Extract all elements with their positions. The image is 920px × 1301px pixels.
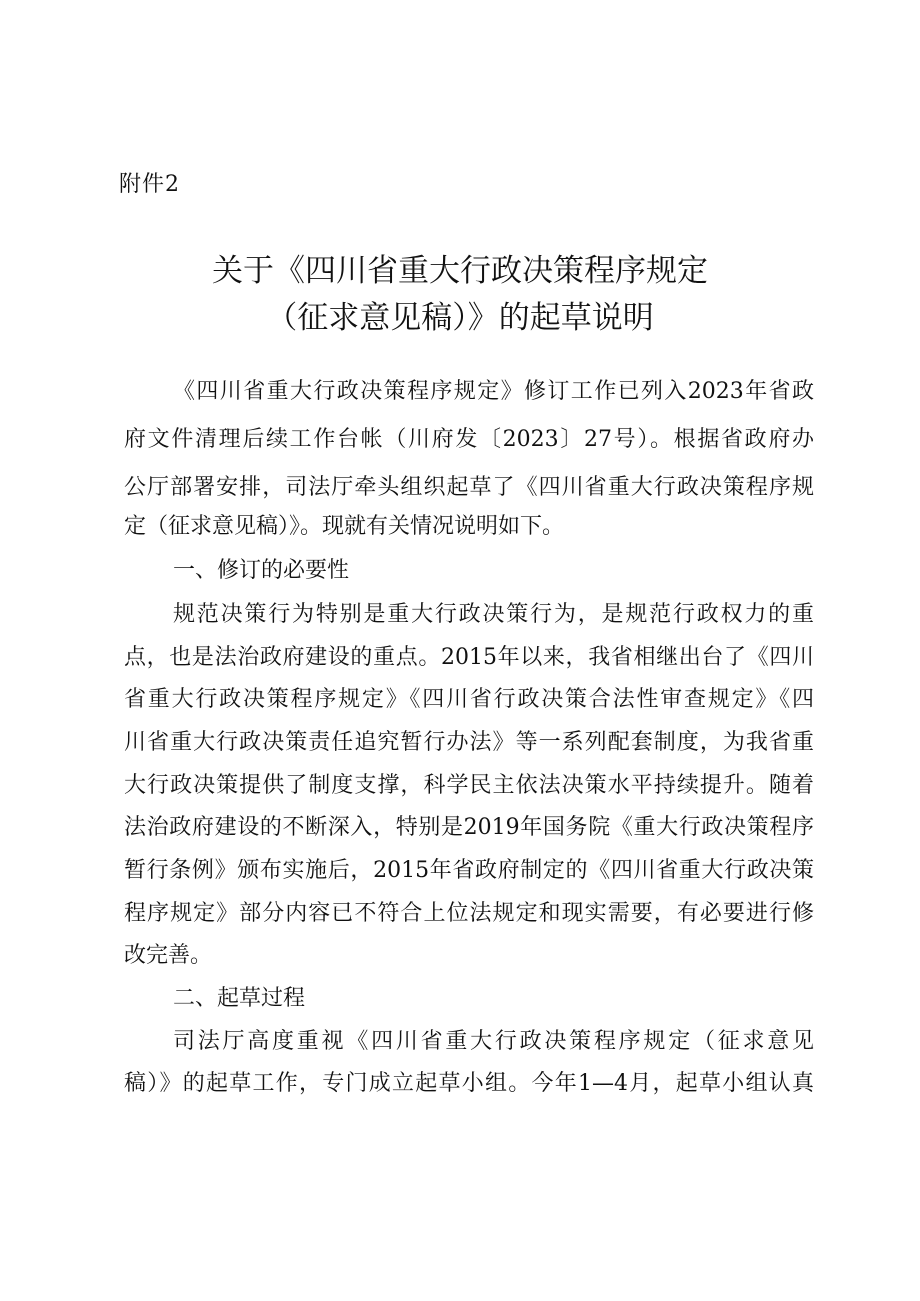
body-paragraph-2-line-9: 改完善。 <box>124 943 213 968</box>
body-paragraph-1-line-2: 府文件清理后续工作台帐（川府发〔2023〕27号）。根据省政府办 <box>124 427 814 452</box>
body-paragraph-1-line-1: 《四川省重大行政决策程序规定》修订工作已列入2023年省政 <box>173 379 814 404</box>
attachment-label: 附件2 <box>119 172 180 197</box>
body-paragraph-1-line-3: 公厅部署安排，司法厅牵头组织起草了《四川省重大行政决策程序规 <box>124 475 814 500</box>
body-paragraph-3-line-2: 稿）》的起草工作，专门成立起草小组。今年1—4月，起草小组认真 <box>124 1071 814 1096</box>
body-paragraph-2-line-2: 点，也是法治政府建设的重点。2015年以来，我省相继出台了《四川 <box>124 645 814 670</box>
body-paragraph-1-line-4: 定（征求意见稿）》。现就有关情况说明如下。 <box>124 514 565 539</box>
body-paragraph-2-line-3: 省重大行政决策程序规定》《四川省行政决策合法性审查规定》《四 <box>124 687 814 712</box>
body-paragraph-2-line-5: 大行政决策提供了制度支撑，科学民主依法决策水平持续提升。随着 <box>124 773 814 798</box>
section-heading-necessity: 一、修订的必要性 <box>173 558 350 583</box>
section-heading-drafting-process: 二、起草过程 <box>173 986 306 1011</box>
document-title-line-2: （征求意见稿）》的起草说明 <box>266 300 654 336</box>
body-paragraph-2-line-4: 川省重大行政决策责任追究暂行办法》等一系列配套制度，为我省重 <box>124 730 814 755</box>
body-paragraph-2-line-7: 暂行条例》颁布实施后，2015年省政府制定的《四川省重大行政决策 <box>124 858 814 883</box>
body-paragraph-3-line-1: 司法厅高度重视《四川省重大行政决策程序规定（征求意见 <box>173 1029 814 1054</box>
body-paragraph-2-line-8: 程序规定》部分内容已不符合上位法规定和现实需要，有必要进行修 <box>124 901 814 926</box>
document-title-line-1: 关于《四川省重大行政决策程序规定 <box>212 253 708 289</box>
body-paragraph-2-line-6: 法治政府建设的不断深入，特别是2019年国务院《重大行政决策程序 <box>124 815 814 840</box>
body-paragraph-2-line-1: 规范决策行为特别是重大行政决策行为，是规范行政权力的重 <box>173 602 814 627</box>
